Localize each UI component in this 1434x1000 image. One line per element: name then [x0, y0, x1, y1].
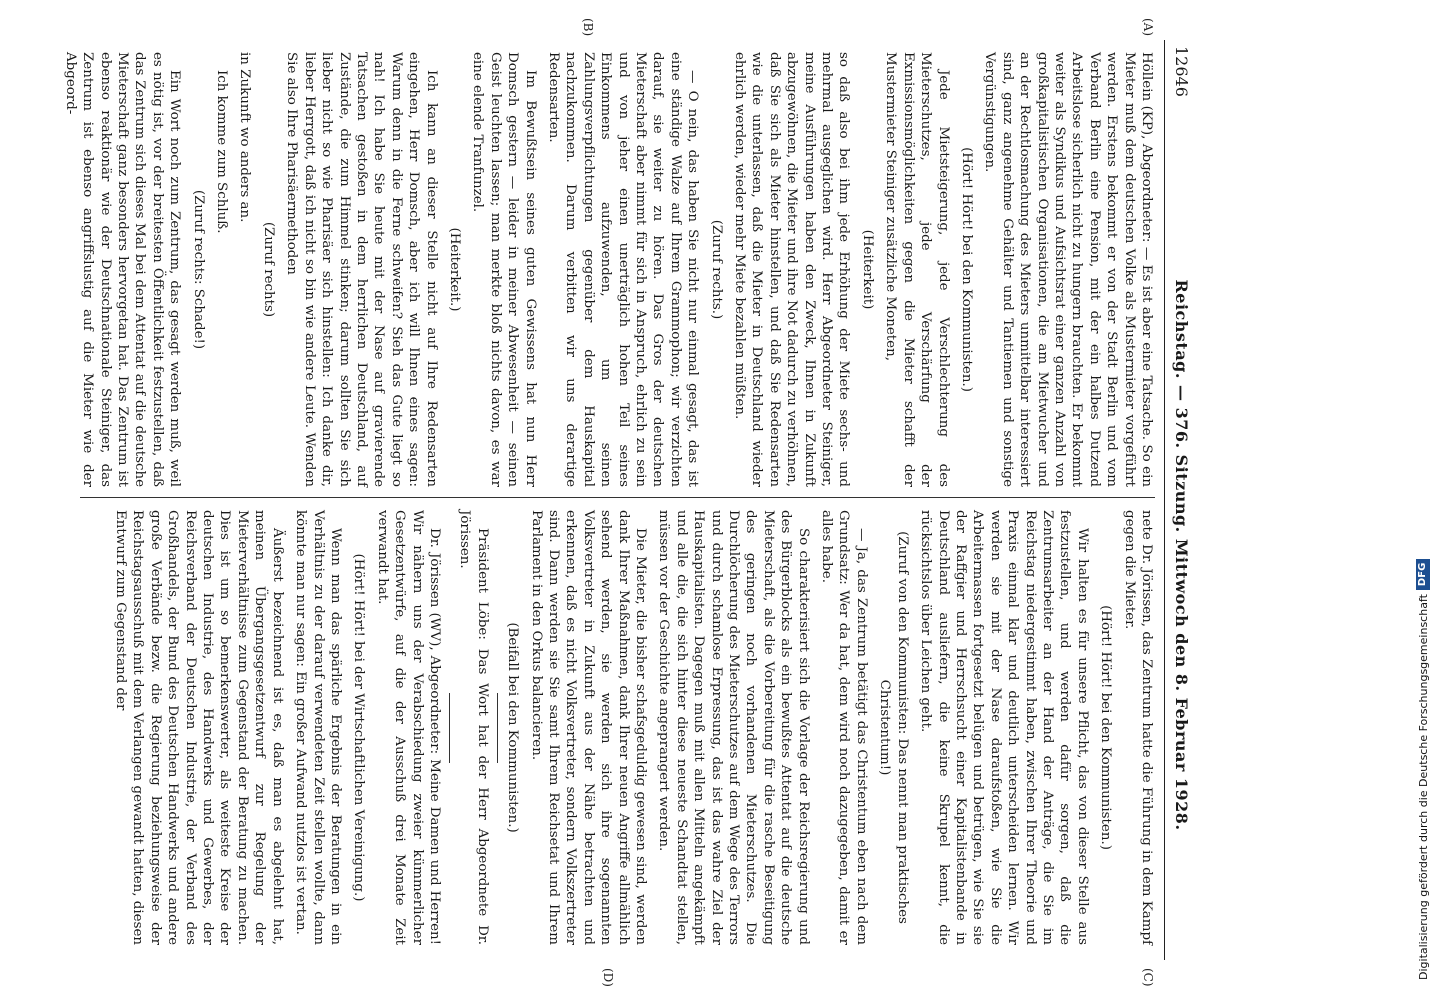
- paragraph: Höllein (KP), Abgeordneter: — Es ist aber eine Tatsache. So ein Mieter muß dem deutschen Volke als Mustermieter vorgeführt werden. Erstens bekommt er von der Stadt Berlin und vom Verband Berlin eine Pension, mit der ein halbes Dutzend Arbeitslose sicherlich nicht zu hungern brauchten. Er bekommt weiter als Syndikus und Aufsichtsrat einer ganzen Anzahl von großkapitalistischen Organisationen, die am Mietwucher und an der Rechtlosmachung des Mieters unmittelbar interessiert sind, ganz angenehme Gehälter und Tantiemen und sonstige Vergünstigungen.: [982, 52, 1154, 487]
- paragraph: Ich kann an dieser Stelle nicht auf Ihre Redensarten eingehen, Herr Domsch, aber ich will Ihnen eines sagen: Warum denn in die Ferne schweifen? Sieh das Gute liegt so nah! Ich habe Sie heute mit der Nase auf gravierende Tatsachen gestoßen in dem herrlichen Deutschland, auf Zustände, die zum Himmel stinken; darum sollten Sie sich lieber nicht so wie Pharisäer sich hinstellen: Ich danke dir, lieber Herrgott, daß ich nicht so bin wie andere Leute. Wenden Sie also Ihre Pharisäermethoden: [284, 52, 439, 487]
- interjection: (Heiterkeit.): [446, 227, 462, 312]
- paragraph: Wir halten es für unsere Pflicht, das von dieser Stelle aus festzustellen, und werden dafür sorgen, daß die Zentrumsarbeiter an der Hand der Anträge, die Sie im Reichstag niedergestimmt haben, zwischen Ihrer Theorie und Praxis einmal klar und deutlich unterscheiden lernen. Wir werden sie mit der Nase daraufstoßen, wie Sie die Arbeitermassen fortgesetzt belügen und betrügen, wie Sie sie der Raffgier und Herrschsucht einer Kapitalistenbande in Deutschland ausliefern, die keine Skrupel kennt, die rücksichtslos über Leichen geht.: [918, 510, 1090, 945]
- page-title: Reichstag. — 376. Sitzung. Mittwoch den 8. Februar 1928.: [1172, 279, 1191, 831]
- paragraph: in Zukunft wo anders an.: [237, 52, 253, 223]
- margin-marker-c: (C): [1141, 968, 1155, 987]
- interjection: (Hört! Hört! bei der Wirtschaftlichen Vereinigung.): [351, 553, 367, 902]
- section-separator: [449, 693, 450, 763]
- paragraph: — Ja, das Zentrum betätigt das Christentum eben nach dem Grundsatz: Wer da hat, dem wird noch dazugegeben, damit er alles habe.: [819, 510, 869, 945]
- digitization-credit: [1412, 10, 1430, 990]
- interjection: (Beifall bei den Kommunisten.): [505, 622, 521, 833]
- paragraph: Im Bewußtsein seines guten Gewissens hat nun Herr Domsch gestern — leider in meiner Abwesenheit — seinen Geist leuchten lassen; man merkte bloß nichts davon, es war eine elende Tranfunzel.: [470, 52, 538, 487]
- right-column: [106, 510, 1155, 945]
- paragraph: So charakterisiert sich die Vorlage der Reichsregierung und des Bürgerblocks als ein bewußtes Attentat auf die deutsche Mieterschaft, als die Vorbereitung für die rasche Beseitigung des geringen noch vorhandenen Mieterschutzes. Die Durchlöcherung des Mieterschutzes auf dem Wege des Terrors und durch schamlose Erpressung, das ist das wahre Ziel der Hauskapitalisten. Dagegen muß mit allen Mitteln angekämpft und alle die, die sich hinter diese neueste Schandtat stellen, müssen vor der Geschichte angeprangert werden.: [656, 510, 811, 945]
- document-page: [62, 18, 1195, 987]
- paragraph: Präsident Löbe: Das Wort hat der Herr Abgeordnete Dr. Jörissen.: [457, 510, 490, 945]
- interjection: (Hört! Hört! bei den Kommunisten.): [958, 147, 974, 392]
- interjection: (Zuruf rechts.): [708, 219, 724, 320]
- interjection: (Heiterkeit): [859, 229, 875, 310]
- left-column: [55, 52, 1155, 487]
- paragraph: Die Mieter, die bisher schafsgeduldig gewesen sind, werden dank Ihrer Maßnahmen, dank Ihrer neuen Angriffe allmählich sehend werden, sie werden sich ihre sogenannten Volksvertreter in Zukunft aus der Nähe betrachten und erkennen, daß es nicht Volksvertreter, sondern Volkszertreter sind. Dann werden sie Sie samt Ihrem Reichsetat und Ihrem Parlament in den Orkus balancieren.: [528, 510, 649, 945]
- dfg-logo: DFG: [1416, 559, 1430, 590]
- paragraph: Ein Wort noch zum Zentrum, das gesagt werden muß, weil es nötig ist, vor der breitesten Öffentlichkeit festzustellen, daß das Zentrum sich dieses Mal bei dem Attentat auf die deutsche Mieterschaft ganz besonders hervorgetan hat. Das Zentrum ist ebenso reaktionär wie der Deutschnationale Steiniger, das Zentrum ist ebenso angriffslustig auf die Mieter wie der Abgeord-: [62, 52, 183, 487]
- paragraph: nete Dr. Jörissen, das Zentrum hatte die Führung in dem Kampf gegen die Mieter.: [1121, 510, 1154, 945]
- paragraph: so daß also bei ihm jede Erhöhung der Miete sechs- und mehrmal ausgeglichen wird. Herr Abgeordneter Steiniger, meine Ausführungen haben den Zweck, Ihnen in Zukunft abzugewöhnen, die Mieter und ihre Not dadurch zu verhöhnen, daß Sie sich als Mieter hinstellen, und daß Sie Redensarten wie die unterlassen, daß die Mieter in Deutschland wieder ehrlich werden, wieder mehr Miete bezahlen müßten.: [732, 52, 852, 487]
- interjection: (Zuruf rechts): [260, 221, 276, 318]
- column-divider: [80, 497, 1155, 498]
- paragraph: Wenn man das spärliche Ergebnis der Beratungen in ein Verhältnis zu der darauf verwendeten Zeit stellen wollte, dann könnte man nur sagen: Ein großer Aufwand nutzlos ist vertan.: [293, 510, 343, 945]
- paragraph: Dr. Jörissen (WV), Abgeordneter: Meine Damen und Herren! Wir nähern uns der Verabschiedung zweier kümmerlicher Gesetzentwürfe, auf die der Ausschuß drei Monate Zeit verwandt hat.: [374, 510, 442, 945]
- page-header: [1164, 40, 1195, 960]
- interjection: (Zuruf von den Kommunisten: Das nennt man praktisches Christentum!): [877, 531, 910, 924]
- interjection: (Zuruf rechts: Schade!): [190, 189, 206, 350]
- interjection: (Hört! Hört! bei den Kommunisten.): [1098, 605, 1114, 850]
- paragraph: Jede Mietsteigerung, jede Verschlechterung des Mieterschutzes, jede Verschärfung der Exmissionsmöglichkeiten gegen die Mieter schafft der Mustermieter Steiniger zusätzliche Moneten,: [883, 52, 951, 487]
- paragraph: — O nein, das haben Sie nicht nur einmal gesagt, das ist eine ständige Walze auf Ihrem Grammophon; wir verzichten darauf, sie weiter zu hören. Das Gros der deutschen Mieterschaft aber nimmt für sich in Anspruch, ehrlich zu sein und von jeher einen unerträglich hohen Teil seines Einkommens aufzuwenden, um seinen Zahlungsverpflichtungen gegenüber dem Hauskapital nachzukommen. Darum verbitten wir uns derartige Redensarten.: [546, 52, 701, 487]
- paragraph: Äußerst bezeichnend ist es, daß man es abgelehnt hat, meinen Übergangsgesetzentwurf zur Regelung der Mieterverhältnisse zum Gegenstand der Beratung zu machen. Dies ist um so bemerkenswerter, als weiteste Kreise der deutschen Industrie, des Handwerks und Gewerbes, der Reichsverband der Deutschen Industrie, der Verband des Großhandels, der Bund des Deutschen Handwerks und andere große Verbände bezw. die Regierung beziehungsweise der Reichstagsausschuß mit dem Verlangen gewandt hatten, diesen Entwurf zum Gegenstand der: [113, 510, 285, 945]
- section-separator: [497, 693, 498, 763]
- paragraph: Ich komme zum Schluß.: [214, 70, 230, 234]
- margin-marker-a: (A): [1141, 18, 1155, 37]
- credit-text: Digitalisierung gefördert durch die Deutsche Forschungsgemeinschaft: [1416, 594, 1430, 980]
- margin-marker-d: (D): [601, 968, 615, 987]
- page-number: 12646: [1172, 46, 1191, 97]
- margin-marker-b: (B): [581, 18, 595, 37]
